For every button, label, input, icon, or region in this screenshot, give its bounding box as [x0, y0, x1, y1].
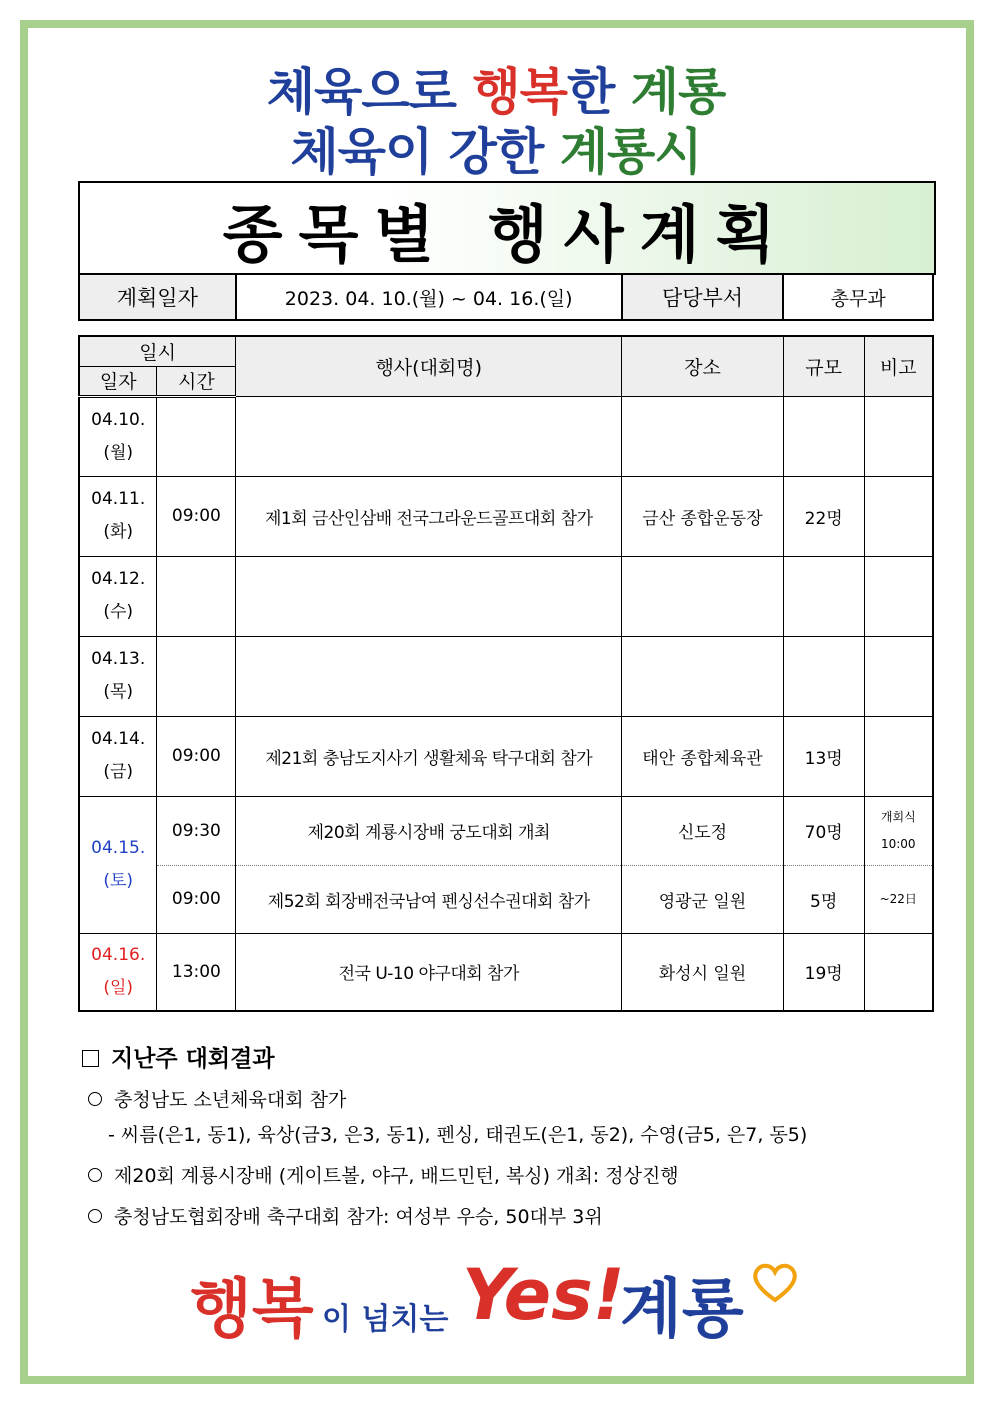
table-row — [79, 636, 933, 716]
day-text: (토) — [103, 870, 134, 891]
results-heading — [78, 1040, 938, 1073]
table-row — [79, 556, 933, 636]
info-table — [78, 273, 934, 321]
scale-cell: 5명 — [783, 865, 864, 933]
footer-text: 행복 — [190, 1273, 314, 1347]
results-heading-text: 지난주 대회결과 — [111, 1046, 275, 1072]
place-cell — [622, 556, 784, 636]
event-cell — [236, 636, 622, 716]
event-cell: 제52회 회장배전국남여 펜싱선수권대회 참가 — [236, 865, 622, 933]
footer-text: 계룡 — [620, 1273, 744, 1347]
date-text: 04.16. — [91, 944, 146, 965]
slogan-text: 체육으로 — [266, 63, 473, 121]
slogan-text: 체육이 강한 — [290, 123, 560, 181]
result-item-text: 제20회 계룡시장배 (게이트볼, 야구, 배드민턴, 복싱) 개최: 정상진행 — [114, 1165, 679, 1187]
time-cell — [157, 396, 236, 476]
period-label: 계획일자 — [79, 274, 236, 320]
footer-text: Yes! — [462, 1254, 625, 1336]
date-cell — [79, 933, 157, 1011]
result-item-text: 충청남도 소년체육대회 참가 — [114, 1089, 347, 1111]
date-text: 04.13. — [91, 649, 146, 669]
day-text: (목) — [103, 682, 134, 702]
place-cell: 화성시 일원 — [622, 933, 784, 1011]
result-item-text: 충청남도협회장배 축구대회 참가: 여성부 우승, 50대부 3위 — [114, 1206, 603, 1228]
dept-value: 총무과 — [783, 274, 933, 320]
date-text: 04.11. — [91, 489, 146, 509]
slogan-line-2 — [0, 112, 992, 184]
note-cell — [864, 796, 933, 865]
table-row — [79, 796, 933, 865]
place-cell: 신도정 — [622, 796, 784, 865]
result-subitem: - 씨름(은1, 동1), 육상(금3, 은3, 동1), 펜싱, 태권도(은1, 동2), 수영(금5, 은7, 동5) — [108, 1124, 808, 1146]
time-cell: 09:00 — [157, 716, 236, 796]
note-cell — [864, 556, 933, 636]
schedule-table — [78, 335, 934, 1012]
table-row — [79, 396, 933, 476]
scale-cell — [783, 636, 864, 716]
note-text: 개회식 — [880, 809, 916, 824]
table-row — [79, 716, 933, 796]
title-box — [78, 181, 936, 275]
header-note: 비고 — [864, 336, 933, 396]
slogan-text: 한 — [566, 63, 631, 121]
slogan-text: 계룡 — [630, 63, 726, 121]
day-text: (월) — [103, 442, 134, 463]
results-section — [78, 1040, 938, 1243]
scale-cell: 70명 — [783, 796, 864, 865]
header-datetime: 일시 — [79, 336, 236, 366]
note-cell — [864, 933, 933, 1011]
slogan-text: 행복 — [472, 63, 567, 121]
place-cell — [622, 396, 784, 476]
table-row — [79, 933, 933, 1011]
header-event: 행사(대회명) — [236, 336, 622, 396]
time-cell: 13:00 — [157, 933, 236, 1011]
scale-cell: 22명 — [783, 476, 864, 556]
result-item — [88, 1085, 938, 1112]
header-scale: 규모 — [783, 336, 864, 396]
header-place: 장소 — [622, 336, 784, 396]
circle-bullet-icon — [88, 1168, 102, 1182]
scale-cell — [783, 396, 864, 476]
time-cell: 09:30 — [157, 796, 236, 865]
event-cell: 전국 U-10 야구대회 참가 — [236, 933, 622, 1011]
date-cell — [79, 556, 157, 636]
place-cell: 금산 종합운동장 — [622, 476, 784, 556]
scale-cell: 19명 — [783, 933, 864, 1011]
period-value: 2023. 04. 10.(월) ~ 04. 16.(일) — [236, 274, 622, 320]
result-item — [88, 1202, 938, 1229]
note-cell: ~22日 — [864, 865, 933, 933]
note-cell — [864, 636, 933, 716]
checkbox-square-icon — [82, 1050, 99, 1067]
place-cell: 태안 종합체육관 — [622, 716, 784, 796]
note-text: 10:00 — [880, 836, 916, 851]
table-row — [79, 476, 933, 556]
place-cell — [622, 636, 784, 716]
footer-text: 이 넘치는 — [322, 1302, 449, 1337]
note-cell — [864, 396, 933, 476]
time-cell — [157, 556, 236, 636]
date-text: 04.15. — [91, 837, 146, 858]
time-cell: 09:00 — [157, 865, 236, 933]
result-item — [88, 1161, 938, 1188]
date-cell — [79, 716, 157, 796]
slogan-text: 계룡시 — [559, 123, 702, 181]
time-cell: 09:00 — [157, 476, 236, 556]
day-text: (일) — [103, 977, 134, 998]
date-text: 04.14. — [91, 729, 146, 749]
event-cell — [236, 556, 622, 636]
event-cell: 제1회 금산인삼배 전국그라운드골프대회 참가 — [236, 476, 622, 556]
scale-cell: 13명 — [783, 716, 864, 796]
date-cell — [79, 396, 157, 476]
event-cell: 제20회 계룡시장배 궁도대회 개최 — [236, 796, 622, 865]
header-time: 시간 — [157, 366, 236, 396]
place-cell: 영광군 일원 — [622, 865, 784, 933]
event-cell — [236, 396, 622, 476]
event-cell: 제21회 충남도지사기 생활체육 탁구대회 참가 — [236, 716, 622, 796]
page-title: 종목별 행사계획 — [222, 197, 792, 271]
date-cell — [79, 476, 157, 556]
circle-bullet-icon — [88, 1209, 102, 1223]
date-text: 04.12. — [91, 569, 146, 589]
time-cell — [157, 636, 236, 716]
date-cell — [79, 636, 157, 716]
footer-logo — [190, 1250, 810, 1350]
date-cell — [79, 796, 157, 933]
note-cell — [864, 476, 933, 556]
table-row — [79, 865, 933, 933]
day-text: (수) — [103, 602, 134, 622]
day-text: (금) — [103, 762, 134, 782]
header-date: 일자 — [79, 366, 157, 396]
note-cell — [864, 716, 933, 796]
heart-icon — [750, 1260, 800, 1304]
date-text: 04.10. — [91, 409, 146, 430]
scale-cell — [783, 556, 864, 636]
dept-label: 담당부서 — [622, 274, 784, 320]
circle-bullet-icon — [88, 1092, 102, 1106]
day-text: (화) — [103, 522, 134, 542]
